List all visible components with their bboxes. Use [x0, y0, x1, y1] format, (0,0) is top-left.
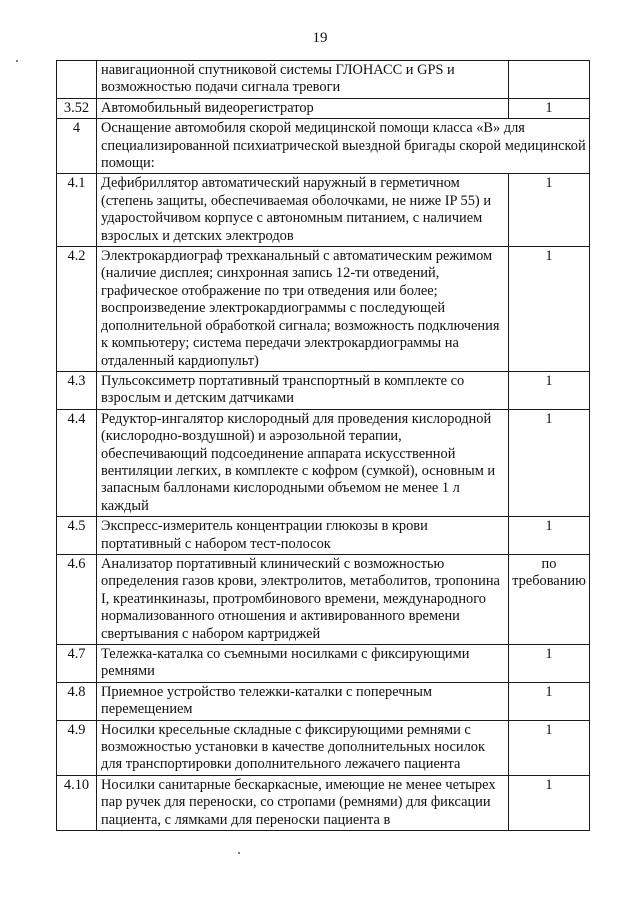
row-description: Электрокардиограф трехканальный с автоматическим режимом (наличие дисплея; синхронная запись 12-ти отведений, графическое отображение по три отведения или более; воспроизведение электрокардиограммы с последующей дополнительной обработкой сигнала; возможность подключения к компьютеру; система передачи электрокардиограммы на отдаленный кардиопульт) — [97, 247, 509, 372]
row-description: Экспресс-измеритель концентрации глюкозы в крови портативный с набором тест-полосок — [97, 517, 509, 555]
row-quantity: 1 — [509, 247, 590, 372]
table-row — [57, 98, 590, 118]
table-row — [57, 645, 590, 683]
row-description: Пульсоксиметр портативный транспортный в комплекте со взрослым и детским датчиками — [97, 371, 509, 409]
table-row — [57, 554, 590, 644]
table-row — [57, 517, 590, 555]
row-number: 4.3 — [57, 371, 97, 409]
row-number: 4.8 — [57, 682, 97, 720]
equipment-table — [56, 60, 590, 831]
row-number: 4.7 — [57, 645, 97, 683]
row-quantity: 1 — [509, 775, 590, 830]
row-description: Тележка-каталка со съемными носилками с фиксирующими ремнями — [97, 645, 509, 683]
row-description: Приемное устройство тележки-каталки с поперечным перемещением — [97, 682, 509, 720]
row-quantity: 1 — [509, 409, 590, 516]
row-quantity: 1 — [509, 645, 590, 683]
row-number — [57, 61, 97, 99]
scan-speck — [238, 852, 240, 854]
row-description: Анализатор портативный клинический с возможностью определения газов крови, электролитов, метаболитов, тропонина I, креатинкиназы, протромбинового времени, международного нормализованного отношения и активированного времени свертывания с набором картриджей — [97, 554, 509, 644]
row-description: Редуктор-ингалятор кислородный для проведения кислородной (кислородно-воздушной) и аэрозольной терапии, обеспечивающий подсоединение аппарата искусственной вентиляции легких, в комплекте с кофром (сумкой), основным и запасным баллонами кислородными объемом не менее 1 л каждый — [97, 409, 509, 516]
row-quantity: 1 — [509, 98, 590, 118]
table-row — [57, 409, 590, 516]
table-row — [57, 61, 590, 99]
row-quantity: 1 — [509, 371, 590, 409]
table-row — [57, 174, 590, 247]
row-number: 4.1 — [57, 174, 97, 247]
row-description: навигационной спутниковой системы ГЛОНАСС и GPS и возможностью подачи сигнала тревоги — [97, 61, 509, 99]
row-number: 4.4 — [57, 409, 97, 516]
table-row — [57, 371, 590, 409]
row-description: Дефибриллятор автоматический наружный в герметичном (степень защиты, обеспечиваемая оболочками, не ниже IP 55) и ударостойчивом корпусе с автономным питанием, с наличием взрослых и детских электродов — [97, 174, 509, 247]
row-description: Носилки санитарные бескаркасные, имеющие не менее четырех пар ручек для переноски, со стропами (ремнями) для фиксации пациента, с лямками для переноски пациента в — [97, 775, 509, 830]
row-number: 4.6 — [57, 554, 97, 644]
row-quantity: 1 — [509, 174, 590, 247]
section-title: Оснащение автомобиля скорой медицинской помощи класса «В» для специализированной психиатрической выездной бригады скорой медицинской помощи: — [97, 119, 590, 174]
row-number: 4.9 — [57, 720, 97, 775]
section-number: 4 — [57, 119, 97, 174]
table-row-section — [57, 119, 590, 174]
table-row — [57, 775, 590, 830]
row-quantity: 1 — [509, 720, 590, 775]
row-description: Носилки кресельные складные с фиксирующими ремнями с возможностью установки в качестве дополнительных носилок для транспортировки дополнительного лежачего пациента — [97, 720, 509, 775]
table-row — [57, 247, 590, 372]
row-number: 4.5 — [57, 517, 97, 555]
table-row — [57, 682, 590, 720]
row-description: Автомобильный видеорегистратор — [97, 98, 509, 118]
row-quantity: 1 — [509, 517, 590, 555]
row-quantity: 1 — [509, 682, 590, 720]
scan-speck — [16, 60, 18, 62]
page-number: 19 — [312, 30, 328, 46]
row-number: 3.52 — [57, 98, 97, 118]
row-quantity — [509, 61, 590, 99]
table-row — [57, 720, 590, 775]
row-number: 4.2 — [57, 247, 97, 372]
row-quantity: по требованию — [509, 554, 590, 644]
row-number: 4.10 — [57, 775, 97, 830]
